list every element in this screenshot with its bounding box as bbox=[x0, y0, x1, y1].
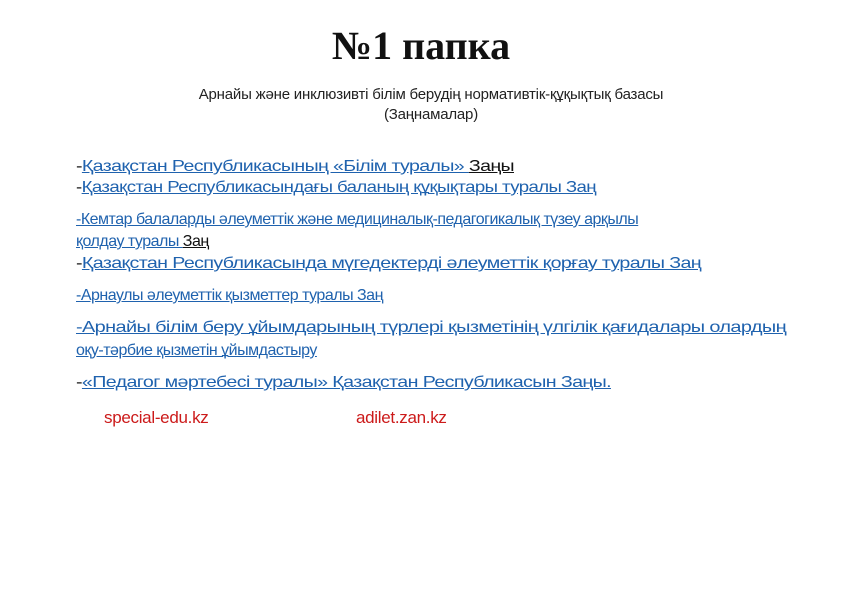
law-link-line bbox=[76, 287, 383, 305]
site-special-edu[interactable]: special-edu.kz bbox=[104, 408, 209, 427]
bullet-dash: - bbox=[76, 158, 82, 175]
law-link[interactable]: -Арнаулы әлеуметтік қызметтер туралы Заң bbox=[76, 287, 383, 304]
law-link[interactable]: -Арнайы білім беру ұйымдарының түрлері қызметінің үлгілік қағидалары олардың bbox=[76, 319, 786, 336]
law-link-tail[interactable]: Заң bbox=[182, 233, 209, 250]
law-link[interactable]: қолдау туралы bbox=[76, 233, 183, 250]
site-adilet[interactable]: adilet.zan.kz bbox=[356, 408, 447, 427]
law-link-line bbox=[76, 255, 701, 273]
law-link-line bbox=[76, 158, 514, 176]
law-link[interactable]: Қазақстан Республикасындағы баланың құқықтары туралы Заң bbox=[81, 179, 596, 196]
law-link[interactable]: -Кемтар балаларды әлеуметтік және медициналық-педагогикалық түзеу арқылы bbox=[76, 211, 639, 228]
law-link-line bbox=[76, 179, 596, 197]
law-link[interactable]: Қазақстан Республикасында мүгедектерді әлеуметтік қорғау туралы Заң bbox=[81, 255, 702, 272]
subtitle-line-2: (Заңнамалар) bbox=[384, 106, 478, 123]
law-link-line bbox=[76, 233, 209, 251]
law-link-line bbox=[76, 342, 317, 360]
law-link[interactable]: оқу-тәрбие қызметін ұйымдастыру bbox=[76, 342, 317, 359]
bullet-dash: - bbox=[76, 179, 82, 196]
law-link-tail[interactable]: Заңы bbox=[468, 158, 514, 175]
page-title: №1 папка bbox=[331, 23, 511, 68]
law-link-line bbox=[76, 211, 638, 229]
law-link-line bbox=[76, 374, 611, 392]
law-link[interactable]: «Педагог мәртебесі туралы» Қазақстан Республикасын Заңы. bbox=[81, 374, 611, 391]
bullet-dash: - bbox=[76, 374, 82, 391]
bullet-dash: - bbox=[76, 255, 82, 272]
subtitle-line-1: Арнайы және инклюзивті білім берудің нормативтік-құқықтық базасы bbox=[198, 86, 664, 103]
law-link-line bbox=[76, 319, 786, 337]
law-link[interactable]: Қазақстан Республикасының «Білім туралы» bbox=[81, 158, 469, 175]
